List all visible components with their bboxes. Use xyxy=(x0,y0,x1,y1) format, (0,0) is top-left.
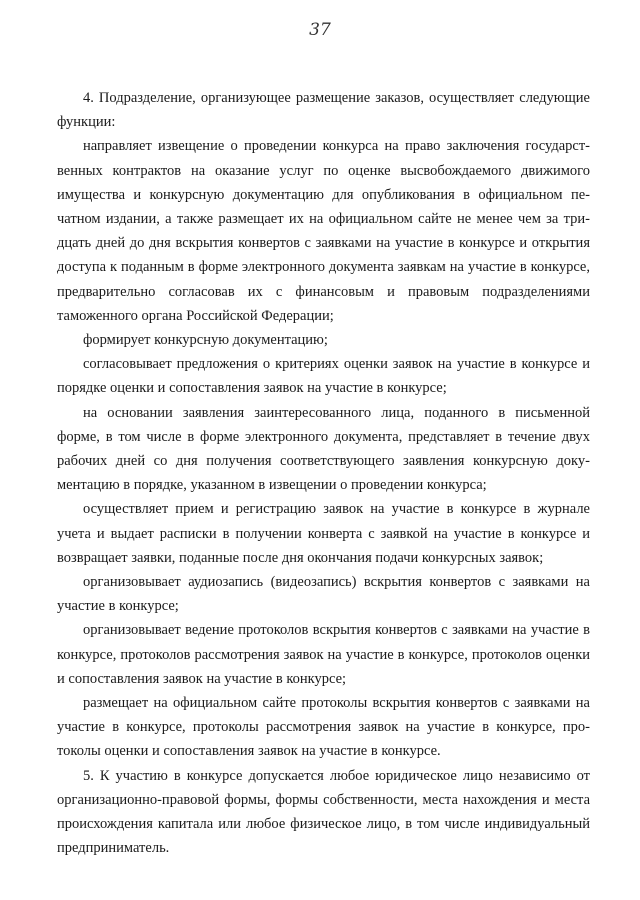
paragraph-clause-4: 4. Подразделение, организующее размещение заказов, осуществляет следующие функции: xyxy=(57,90,590,131)
paragraph-registers-applications: осуществляет прием и регистрацию заявок на участие в конкурсе в журнале учета и выдает расписки в получении конверта с заявкой на участие в конкурсе и возвращает заявки, поданные после дня окончания подачи конкурсных заявок; xyxy=(57,501,590,566)
paragraph-agrees-criteria: согласовывает предложения о критериях оценки заявок на участие в конкурсе и порядке оценки и сопоставления заявок на участие в конкурсе; xyxy=(57,356,590,397)
paragraph-provides-documentation: на основании заявления заинтересованного лица, поданного в письменной форме, в том числе в форме электронного документа, представляет в течение двух рабочих дней со дня получения соответствующего заявления конкурсную документацию в порядке, указанном в извещении о проведении конкурса; xyxy=(57,404,590,494)
paragraph-publish-notice: направляет извещение о проведении конкурса на право заключения государственных контрактов на оказание услуг по оценке высвобождаемого движимого имущества и конкурсную документацию для опубликования в официальном печатном издании, а также размещает их на официальном сайте не менее чем за тридцать дней до дня вскрытия конвертов с заявками на участие в конкурсе и открытия доступа к поданным в форме электронного документа заявкам на участие в конкурсе, предварительно согласовав их с финансовым и правовым подразделениями таможенного органа Российской Федерации; xyxy=(57,138,590,324)
paragraph-publishes-protocols: размещает на официальном сайте протоколы вскрытия конвертов с заявками на участие в конкурсе, протоколы рассмотрения заявок на участие в конкурсе, протоколы оценки и сопоставления заявок на участие в конкурсе. xyxy=(57,695,590,760)
paragraph-protocols: организовывает ведение протоколов вскрытия конвертов с заявками на участие в конкурсе, протоколов рассмотрения заявок на участие в конкурсе, протоколов оценки и сопоставления заявок на участие в конкурсе; xyxy=(57,622,590,687)
paragraph-forms-documentation: формирует конкурсную документацию; xyxy=(83,332,328,349)
page-number: 37 xyxy=(309,20,331,40)
paragraph-clause-5: 5. К участию в конкурсе допускается любое юридическое лицо независимо от организационно-правовой формы, формы собственности, места нахождения и места происхождения капитала или любое физическое лицо, в том числе индивидуальный предприниматель. xyxy=(57,767,590,857)
body-text xyxy=(57,86,590,861)
paragraph-audio-recording: организовывает аудиозапись (видеозапись) вскрытия конвертов с заявками на участие в конкурсе; xyxy=(57,574,590,615)
